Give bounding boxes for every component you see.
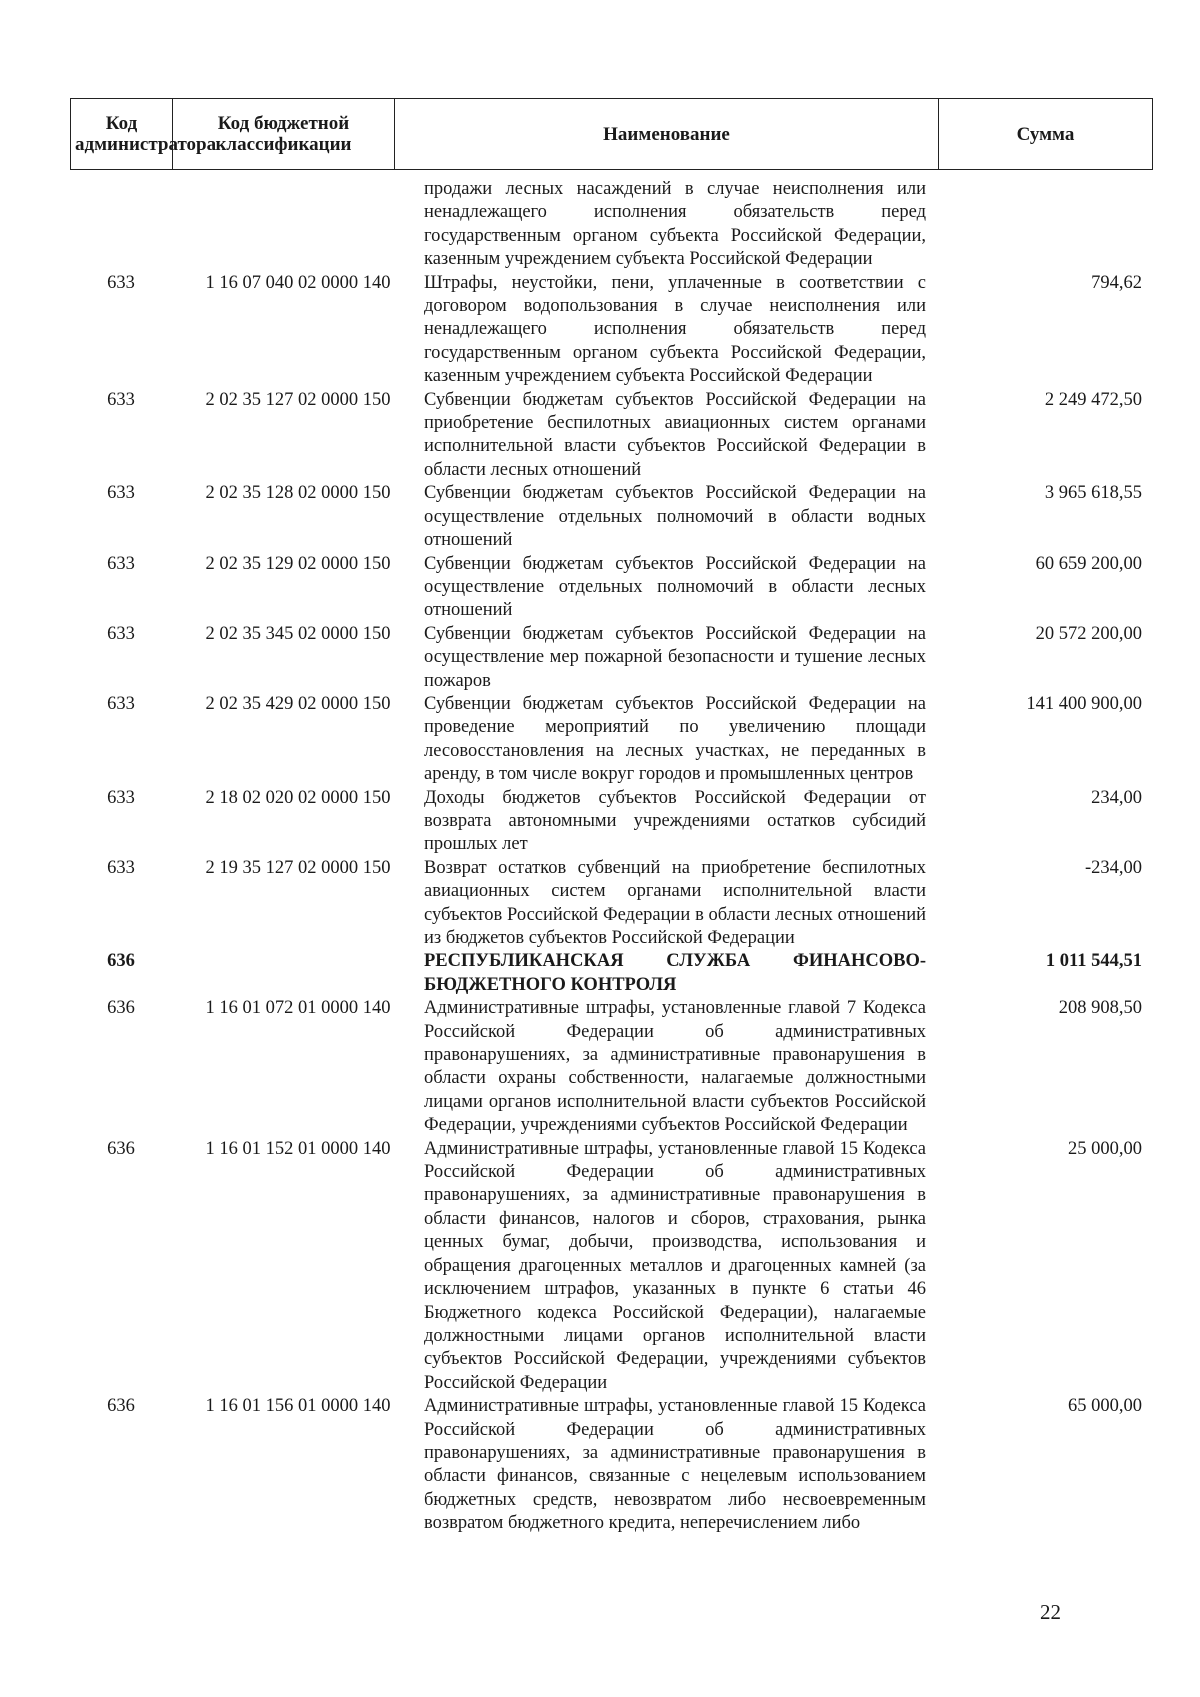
admin-code-cell: 636 xyxy=(107,998,135,1019)
name-cell: Возврат остатков субвенций на приобретение беспилотных авиационных систем органами исполнительной власти субъектов Российской Федерации в области лесных отношений из бюджетов субъектов Российской Федерации xyxy=(424,857,926,948)
budget-code-cell: 1 16 07 040 02 0000 140 xyxy=(205,272,391,293)
admin-code-cell: 633 xyxy=(107,272,135,293)
name-cell: Субвенции бюджетам субъектов Российской Федерации на осуществление отдельных полномочий в области лесных отношений xyxy=(424,553,926,621)
table-row xyxy=(70,178,1152,272)
page-number: 22 xyxy=(1040,1600,1061,1624)
admin-code-cell: 636 xyxy=(107,1396,135,1417)
admin-code-cell: 633 xyxy=(107,787,135,808)
table-row xyxy=(70,1395,1152,1535)
name-cell: Субвенции бюджетам субъектов Российской Федерации на приобретение беспилотных авиационных систем органами исполнительной власти субъектов Российской Федерации в области лесных отношений xyxy=(424,389,926,480)
header-budget-code: Код бюджетной классификации xyxy=(173,99,395,170)
budget-code-cell: 2 02 35 127 02 0000 150 xyxy=(205,389,391,410)
sum-cell: 141 400 900,00 xyxy=(1026,693,1142,714)
budget-code-cell: 1 16 01 072 01 0000 140 xyxy=(205,998,391,1019)
table-row xyxy=(70,623,1152,693)
table-row xyxy=(70,950,1152,997)
name-cell: Субвенции бюджетам субъектов Российской Федерации на проведение мероприятий по увеличению площади лесовосстановления на лесных участках, не переданных в аренду, в том числе вокруг городов и промышленных центров xyxy=(424,693,926,785)
sum-cell: 2 249 472,50 xyxy=(1044,389,1142,410)
admin-code-cell: 633 xyxy=(107,693,135,714)
table-row xyxy=(70,693,1152,787)
sum-cell: 25 000,00 xyxy=(1068,1138,1142,1159)
table-row xyxy=(70,997,1152,1137)
budget-code-cell: 2 19 35 127 02 0000 150 xyxy=(205,857,391,878)
sum-cell xyxy=(938,178,1152,272)
budget-code-cell: 2 02 35 128 02 0000 150 xyxy=(205,483,391,504)
name-cell: Доходы бюджетов субъектов Российской Федерации от возврата автономными учреждениями остатков субсидий прошлых лет xyxy=(424,787,926,855)
sum-cell: 1 011 544,51 xyxy=(1045,951,1142,972)
sum-cell: 208 908,50 xyxy=(1058,998,1142,1019)
table-header xyxy=(70,98,1153,170)
budget-code-cell: 1 16 01 156 01 0000 140 xyxy=(205,1396,391,1417)
table-row xyxy=(70,1138,1152,1395)
name-cell: Административные штрафы, установленные главой 15 Кодекса Российской Федерации об административных правонарушениях, за административные правонарушения в области финансов, налогов и сборов, страхования, рынка ценных бумаг, добычи, производства, использования и обращения драгоценных металлов и драгоценных камней (за исключением штрафов, указанных в пункте 6 статьи 46 Бюджетного кодекса Российской Федерации), налагаемые должностными лицами органов исполнительной власти субъектов Российской Федерации, учреждениями субъектов Российской Федерации xyxy=(424,1138,926,1393)
admin-code-cell: 633 xyxy=(107,553,135,574)
name-cell: Субвенции бюджетам субъектов Российской Федерации на осуществление мер пожарной безопасности и тушение лесных пожаров xyxy=(424,623,926,691)
sum-cell: 234,00 xyxy=(1091,787,1142,808)
admin-code-cell: 633 xyxy=(107,389,135,410)
table-row xyxy=(70,272,1152,389)
admin-code-cell xyxy=(70,178,172,272)
sum-cell: 794,62 xyxy=(1091,272,1142,293)
budget-code-cell: 2 02 35 345 02 0000 150 xyxy=(205,623,391,644)
sum-cell: 65 000,00 xyxy=(1068,1396,1142,1417)
budget-code-cell: 2 02 35 129 02 0000 150 xyxy=(205,553,391,574)
header-name: Наименование xyxy=(395,99,939,170)
table-row xyxy=(70,553,1152,623)
name-cell: Субвенции бюджетам субъектов Российской Федерации на осуществление отдельных полномочий в области водных отношений xyxy=(424,483,926,551)
admin-code-cell: 633 xyxy=(107,857,135,878)
sum-cell: 20 572 200,00 xyxy=(1035,623,1142,644)
table-body xyxy=(70,178,1152,1536)
table-row xyxy=(70,389,1152,483)
table-row xyxy=(70,857,1152,951)
sum-cell: 3 965 618,55 xyxy=(1044,483,1142,504)
name-cell: РЕСПУБЛИКАНСКАЯ СЛУЖБА ФИНАНСОВО-БЮДЖЕТНОГО КОНТРОЛЯ xyxy=(424,951,926,995)
budget-code-cell: 1 16 01 152 01 0000 140 xyxy=(205,1138,391,1159)
header-sum: Сумма xyxy=(939,99,1153,170)
name-cell: Административные штрафы, установленные главой 7 Кодекса Российской Федерации об административных правонарушениях, за административные правонарушения в области охраны собственности, налагаемые должностными лицами органов исполнительной власти субъектов Российской Федерации, учреждениями субъектов Российской Федерации xyxy=(424,998,926,1136)
name-cell: Административные штрафы, установленные главой 15 Кодекса Российской Федерации об административных правонарушениях, за административные правонарушения в области финансов, связанные с нецелевым использованием бюджетных средств, невозвратом либо несвоевременным возвратом бюджетного кредита, неперечислением либо xyxy=(424,1396,926,1534)
sum-cell: 60 659 200,00 xyxy=(1035,553,1142,574)
table-row xyxy=(70,482,1152,552)
sum-cell: -234,00 xyxy=(1084,857,1142,878)
header-admin-code: Код администратора xyxy=(71,99,173,170)
admin-code-cell: 633 xyxy=(107,483,135,504)
name-cell: продажи лесных насаждений в случае неисполнения или ненадлежащего исполнения обязательств перед государственным органом субъекта Российской Федерации, казенным учреждением субъекта Российской Федерации xyxy=(424,179,926,270)
budget-code-cell: 2 18 02 020 02 0000 150 xyxy=(205,787,391,808)
admin-code-cell: 636 xyxy=(107,1138,135,1159)
admin-code-cell: 633 xyxy=(107,623,135,644)
budget-code-cell xyxy=(172,178,424,272)
admin-code-cell: 636 xyxy=(107,951,135,972)
table-row xyxy=(70,787,1152,857)
budget-code-cell: 2 02 35 429 02 0000 150 xyxy=(205,693,391,714)
name-cell: Штрафы, неустойки, пени, уплаченные в соответствии с договором водопользования в случае неисполнения или ненадлежащего исполнения обязательств перед государственным органом субъекта Российской Федерации, казенным учреждением субъекта Российской Федерации xyxy=(424,272,926,387)
budget-code-cell xyxy=(172,950,424,997)
